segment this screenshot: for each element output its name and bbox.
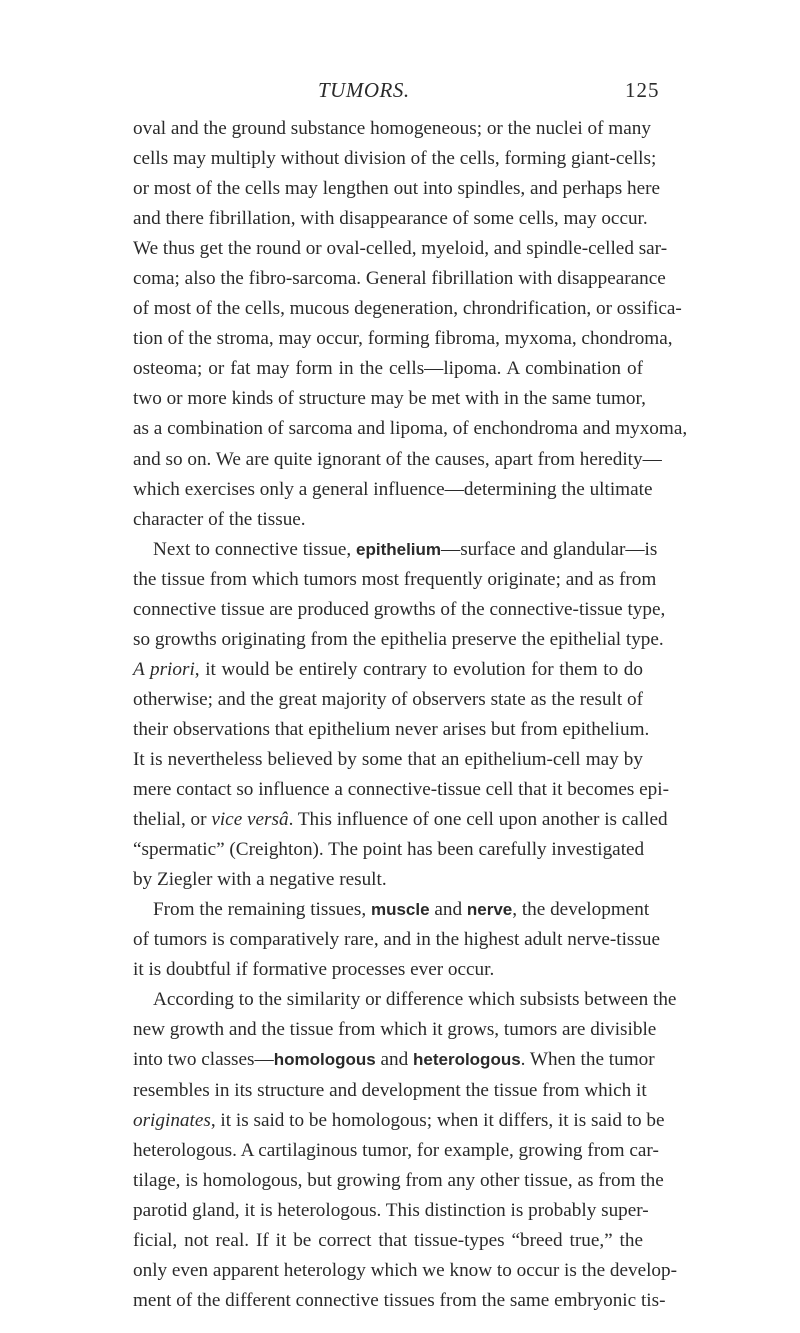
text-run: —surface and glandular—is [441, 538, 658, 560]
term-epithelium: epithelium [356, 539, 442, 559]
text-run: , it is said to be homologous; when it differs, it is said to be [210, 1109, 665, 1131]
text-run: thelial, or [133, 809, 212, 831]
text-line [133, 1045, 655, 1075]
text-line: it is doubtful if formative processes ever occur. [133, 959, 495, 981]
text-line: the tissue from which tumors most frequently originate; and as from [133, 568, 657, 590]
text-run: . This influence of one cell upon another is called [288, 809, 668, 831]
term-nerve: nerve [466, 900, 513, 920]
italic-originates: originates [133, 1109, 211, 1131]
text-run: , the development [512, 899, 650, 921]
text-line: oval and the ground substance homogeneous; or the nuclei of many [133, 118, 651, 139]
text-run: , it would be entirely contrary to evolution for them to do [194, 658, 643, 680]
text-line: heterologous. A cartilaginous tumor, for example, growing from car- [133, 1139, 659, 1161]
text-line: of most of the cells, mucous degeneration, chrondrification, or ossifica- [133, 298, 682, 320]
text-run: From the remaining tissues, [153, 899, 371, 921]
text-line: or most of the cells may lengthen out into spindles, and perhaps here [133, 178, 661, 200]
text-line: and there fibrillation, with disappearance of some cells, may occur. [133, 208, 648, 230]
text-line: cells may multiply without division of the cells, forming giant-cells; [133, 148, 657, 170]
text-line: two or more kinds of structure may be met with in the same tumor, [133, 388, 646, 410]
italic-a-priori: A priori [133, 658, 195, 680]
text-line: so growths originating from the epithelia preserve the epithelial type. [133, 628, 664, 650]
text-line [133, 655, 643, 685]
text-line: and so on. We are quite ignorant of the causes, apart from heredity— [133, 448, 662, 470]
text-line: resembles in its structure and development the tissue from which it [133, 1079, 647, 1101]
text-line: new growth and the tissue from which it grows, tumors are divisible [133, 1019, 657, 1041]
text-line: ment of the different connective tissues from the same embryonic tis- [133, 1289, 666, 1311]
text-line: by Ziegler with a negative result. [133, 869, 387, 891]
text-line: According to the similarity or difference which subsists between the [153, 989, 677, 1011]
text-line: osteoma; or fat may form in the cells—lipoma. A combination of [133, 358, 643, 380]
text-line [133, 895, 650, 925]
text-line: of tumors is comparatively rare, and in the highest adult nerve-tissue [133, 929, 660, 951]
text-run: and [429, 899, 467, 921]
text-line: their observations that epithelium never arises but from epithelium. [133, 718, 650, 740]
running-title: TUMORS. [318, 78, 410, 102]
text-line: connective tissue are produced growths of the connective-tissue type, [133, 598, 666, 620]
text-run: into two classes— [133, 1049, 274, 1071]
text-line: mere contact so influence a connective-tissue cell that it becomes epi- [133, 779, 669, 801]
text-line [133, 535, 658, 565]
text-line: parotid gland, it is heterologous. This distinction is probably super- [133, 1199, 649, 1221]
text-line [133, 805, 668, 835]
italic-vice-versa: vice versâ [211, 809, 289, 831]
text-line: It is nevertheless believed by some that an epithelium-cell may by [133, 748, 643, 770]
text-line: only even apparent heterology which we know to occur is the develop- [133, 1259, 678, 1281]
text-line: “spermatic” (Creighton). The point has been carefully investigated [133, 839, 645, 861]
text-line [133, 1106, 665, 1136]
text-run: . When the tumor [520, 1049, 655, 1071]
text-run: Next to connective tissue, [153, 538, 357, 560]
text-line: tion of the stroma, may occur, forming fibroma, myxoma, chondroma, [133, 328, 673, 350]
text-line: We thus get the round or oval-celled, myeloid, and spindle-celled sar- [133, 238, 668, 260]
text-line: ficial, not real. If it be correct that tissue-types “breed true,” the [133, 1229, 643, 1251]
text-line: which exercises only a general influence—determining the ultimate [133, 478, 653, 500]
text-line: otherwise; and the great majority of observers state as the result of [133, 688, 643, 710]
text-line: character of the tissue. [133, 508, 306, 530]
text-line: as a combination of sarcoma and lipoma, of enchondroma and myxoma, [133, 418, 688, 440]
term-muscle: muscle [370, 900, 430, 920]
text-line: tilage, is homologous, but growing from any other tissue, as from the [133, 1169, 664, 1191]
term-heterologous: heterologous [413, 1050, 521, 1070]
page-number: 125 [625, 78, 660, 102]
body-text [133, 114, 688, 1316]
running-head [0, 78, 800, 110]
text-line: coma; also the fibro-sarcoma. General fibrillation with disappearance [133, 268, 666, 290]
term-homologous: homologous [273, 1050, 376, 1070]
text-run: and [375, 1049, 413, 1071]
